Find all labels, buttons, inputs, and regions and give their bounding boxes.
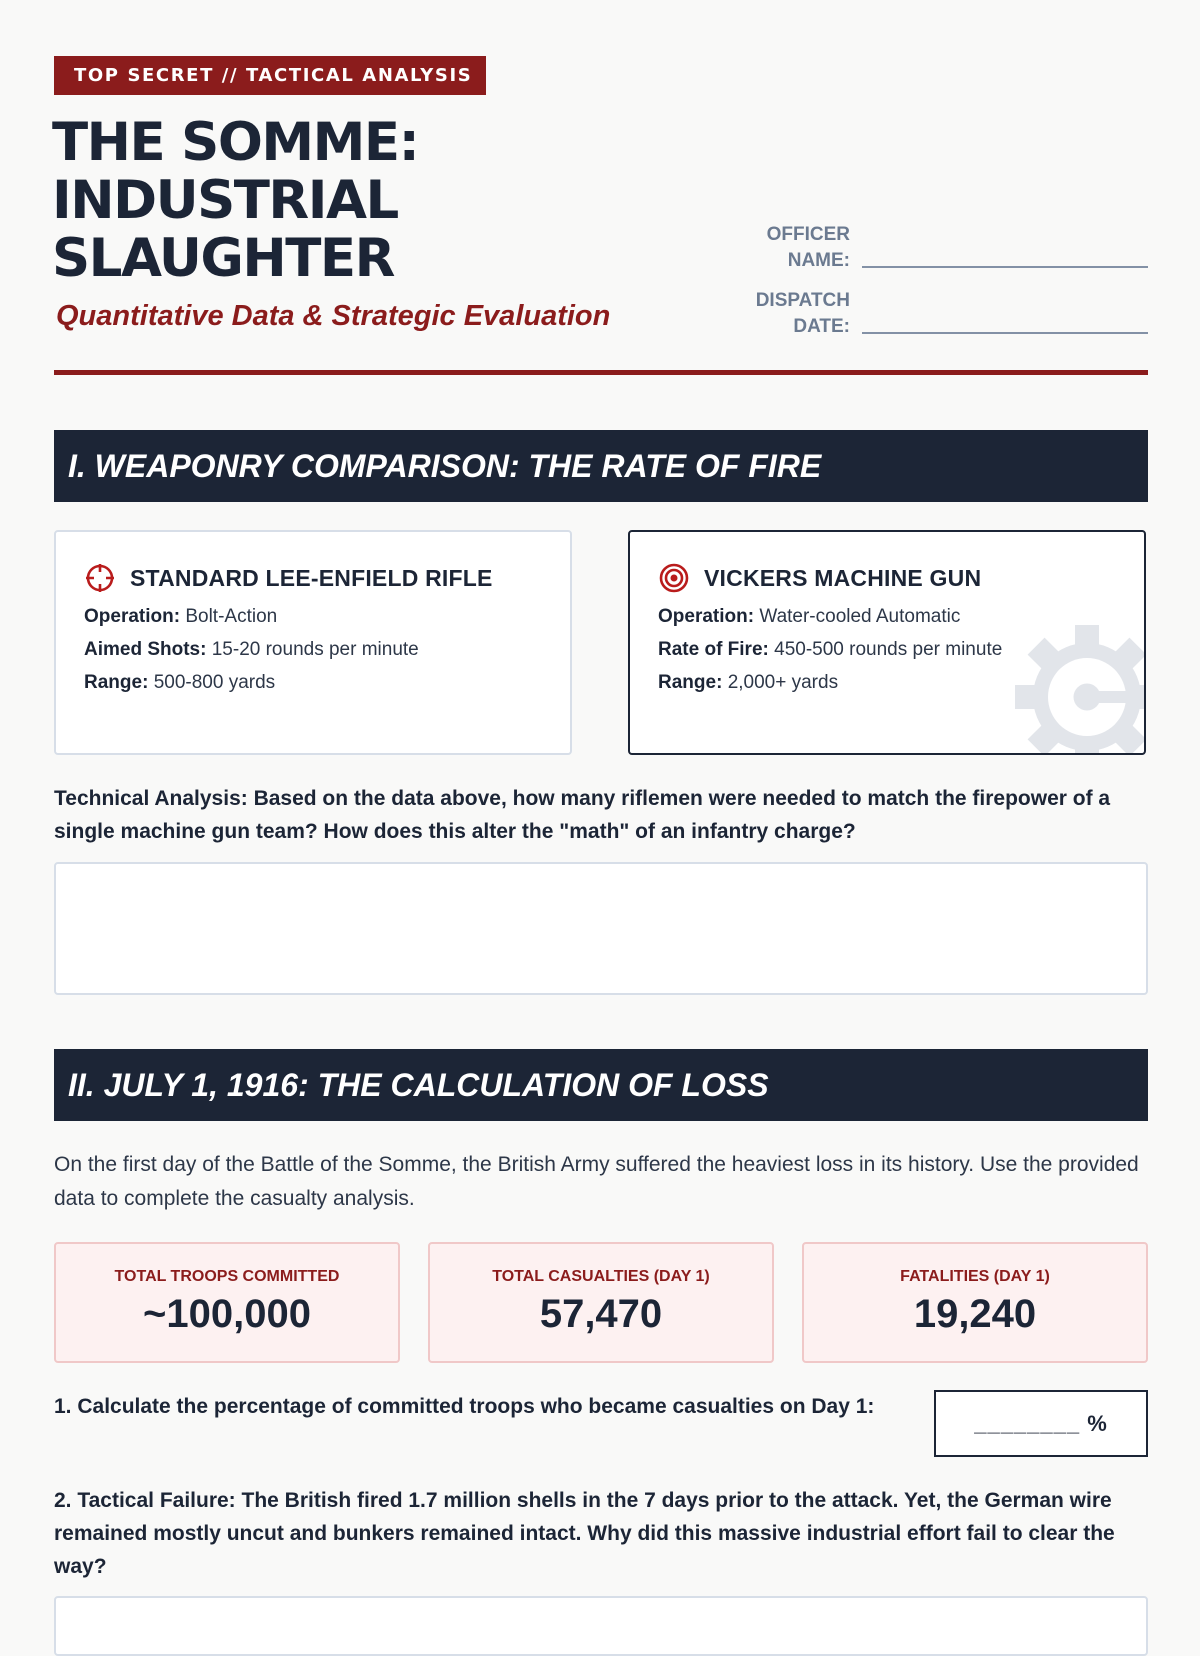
rifle-card bbox=[54, 530, 572, 755]
gear-icon bbox=[1012, 622, 1146, 755]
percentage-answer-box[interactable]: ________ % bbox=[934, 1390, 1148, 1457]
officer-name-label: OFFICER NAME: bbox=[766, 224, 850, 271]
machine-gun-spec-operation: Operation: Water-cooled Automatic bbox=[658, 606, 961, 627]
dispatch-date-input[interactable] bbox=[862, 332, 1148, 334]
tactical-failure-question: 2. Tactical Failure: The British fired 1.7 million shells in the 7 days prior to the attack. Yet, the German wire remained mostly uncut and bunkers remained intact. Why did this massive industrial effort fail to clear the way? bbox=[54, 1489, 1115, 1578]
target-icon bbox=[658, 562, 690, 594]
header-divider bbox=[54, 370, 1148, 375]
crosshair-icon bbox=[84, 562, 116, 594]
rifle-spec-range: Range: 500-800 yards bbox=[84, 672, 276, 693]
rifle-spec-aimed-shots: Aimed Shots: 15-20 rounds per minute bbox=[84, 639, 419, 660]
stat-label: TOTAL CASUALTIES (DAY 1) bbox=[492, 1268, 710, 1285]
section-2-heading: II. JULY 1, 1916: THE CALCULATION OF LOSS bbox=[54, 1049, 1148, 1121]
section-2-intro: On the first day of the Battle of the Somme, the British Army suffered the heaviest loss in its history. Use the provided data to complete the casualty analysis. bbox=[54, 1153, 1139, 1210]
section-1-heading: I. WEAPONRY COMPARISON: THE RATE OF FIRE bbox=[54, 430, 1148, 502]
stat-troops-committed bbox=[54, 1242, 400, 1363]
classification-banner: TOP SECRET // TACTICAL ANALYSIS bbox=[54, 56, 486, 95]
rifle-spec-operation: Operation: Bolt-Action bbox=[84, 606, 278, 627]
rifle-card-header bbox=[84, 562, 493, 594]
stat-fatalities bbox=[802, 1242, 1148, 1363]
title-line: INDUSTRIAL bbox=[52, 170, 398, 231]
machine-gun-card-header bbox=[658, 562, 981, 594]
technical-analysis-question: Technical Analysis: Based on the data above, how many riflemen were needed to match the firepower of a single machine gun team? How does this alter the "math" of an infantry charge? bbox=[54, 787, 1111, 843]
officer-name-field bbox=[740, 222, 1148, 274]
stat-value: 57,470 bbox=[539, 1292, 663, 1336]
tactical-failure-answer-box[interactable] bbox=[54, 1596, 1148, 1656]
officer-name-input[interactable] bbox=[862, 266, 1148, 268]
page-subtitle: Quantitative Data & Strategic Evaluation bbox=[56, 300, 611, 332]
rifle-card-title: STANDARD LEE-ENFIELD RIFLE bbox=[130, 564, 493, 591]
page-title bbox=[52, 114, 418, 288]
title-line: THE SOMME: bbox=[52, 112, 419, 173]
dispatch-date-field bbox=[740, 288, 1148, 340]
technical-analysis-answer-box[interactable] bbox=[54, 862, 1148, 995]
percentage-question: 1. Calculate the percentage of committed troops who became casualties on Day 1: bbox=[54, 1395, 875, 1418]
stat-value: ~100,000 bbox=[143, 1292, 311, 1336]
stat-label: FATALITIES (DAY 1) bbox=[900, 1268, 1050, 1285]
stat-value: 19,240 bbox=[913, 1292, 1037, 1336]
stat-label: TOTAL TROOPS COMMITTED bbox=[114, 1268, 340, 1285]
dispatch-date-label: DISPATCH DATE: bbox=[755, 290, 850, 337]
title-line: SLAUGHTER bbox=[52, 228, 394, 289]
machine-gun-card-title: VICKERS MACHINE GUN bbox=[704, 564, 982, 591]
machine-gun-spec-rate: Rate of Fire: 450-500 rounds per minute bbox=[658, 639, 1003, 660]
stat-total-casualties bbox=[428, 1242, 774, 1363]
machine-gun-card bbox=[628, 530, 1146, 755]
machine-gun-spec-range: Range: 2,000+ yards bbox=[658, 672, 839, 693]
